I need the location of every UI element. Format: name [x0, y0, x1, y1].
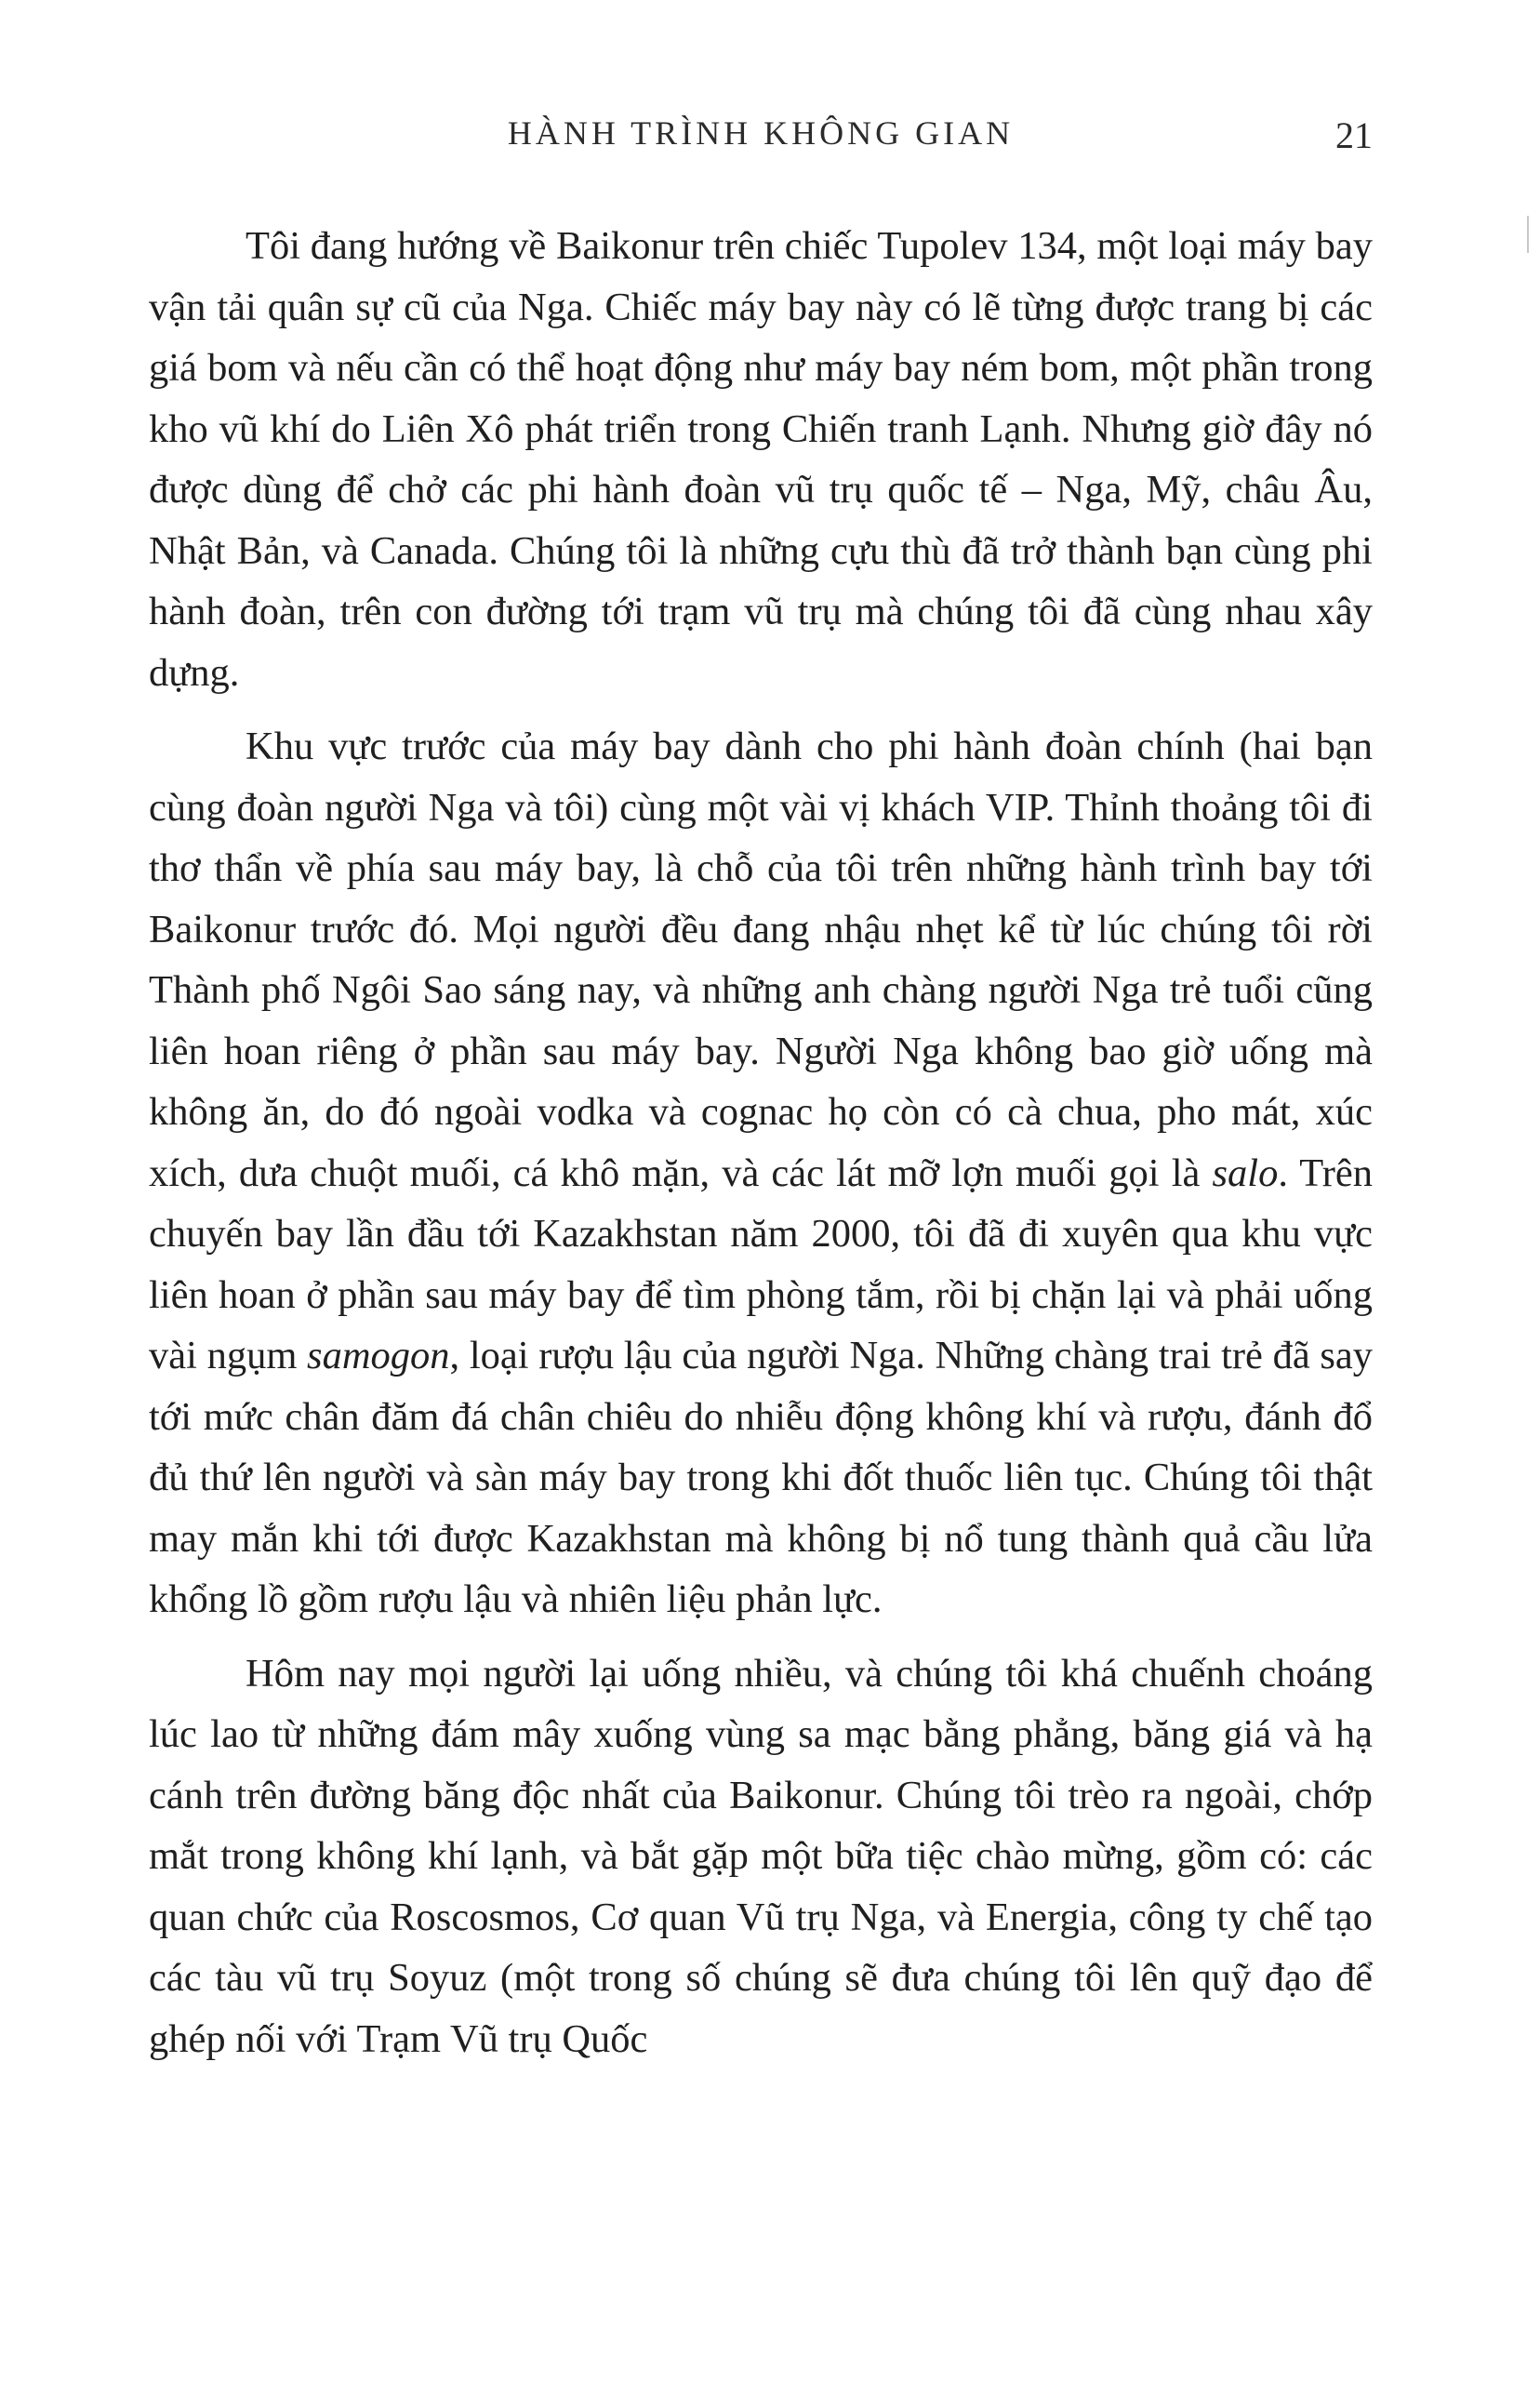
paragraph-text: Tôi đang hướng về Baikonur trên chiếc Tupolev 134, một loại máy bay vận tải quân sự cũ của Nga. Chiếc máy bay này có lẽ từng được trang bị các giá bom và nếu cần có thể hoạt động như máy bay ném bom, một phần trong kho vũ khí do Liên Xô phát triển trong Chiến tranh Lạnh. Nhưng giờ đây nó được dùng để chở các phi hành đoàn vũ trụ quốc tế – Nga, Mỹ, châu Âu, Nhật Bản, và Canada. Chúng tôi là những cựu thù đã trở thành bạn cùng phi hành đoàn, trên con đường tới trạm vũ trụ mà chúng tôi đã cùng nhau xây dựng. [149, 224, 1373, 695]
paragraph-1 [149, 216, 1373, 703]
paragraph-text: Hôm nay mọi người lại uống nhiều, và chúng tôi khá chuếnh choáng lúc lao từ những đám mây xuống vùng sa mạc bằng phẳng, băng giá và hạ cánh trên đường băng độc nhất của Baikonur. Chúng tôi trèo ra ngoài, chớp mắt trong không khí lạnh, và bắt gặp một bữa tiệc chào mừng, gồm có: các quan chức của Roscosmos, Cơ quan Vũ trụ Nga, và Energia, công ty chế tạo các tàu vũ trụ Soyuz (một trong số chúng sẽ đưa chúng tôi lên quỹ đạo để ghép nối với Trạm Vũ trụ Quốc [149, 1651, 1373, 2061]
italic-term-salo: salo [1212, 1151, 1279, 1195]
paragraph-3 [149, 1643, 1373, 2070]
running-header [149, 113, 1373, 169]
page-number: 21 [1335, 114, 1373, 156]
italic-term-samogon: samogon [307, 1334, 450, 1377]
running-title: HÀNH TRÌNH KHÔNG GIAN [507, 114, 1015, 152]
paragraph-text: . Trên chuyến bay lần đầu tới Kazakhstan năm 2000, tôi đã đi xuyên qua khu vực liên hoan ở phần sau máy bay để tìm phòng tắm, rồi bị chặn lại và phải uống vài ngụm [149, 1151, 1374, 1377]
body-text [149, 216, 1373, 2069]
paragraph-2 [149, 716, 1373, 1630]
paragraph-text: , loại rượu lậu của người Nga. Những chàng trai trẻ đã say tới mức chân đăm đá chân chiêu do nhiễu động không khí và rượu, đánh đổ đủ thứ lên người và sàn máy bay trong khi đốt thuốc liên tục. Chúng tôi thật may mắn khi tới được Kazakhstan mà không bị nổ tung thành quả cầu lửa khổng lồ gồm rượu lậu và nhiên liệu phản lực. [149, 1334, 1373, 1621]
scan-edge-mark [1527, 216, 1529, 253]
paragraph-text: Khu vực trước của máy bay dành cho phi hành đoàn chính (hai bạn cùng đoàn người Nga và tôi) cùng một vài vị khách VIP. Thỉnh thoảng tôi đi thơ thẩn về phía sau máy bay, là chỗ của tôi trên những hành trình bay tới Baikonur trước đó. Mọi người đều đang nhậu nhẹt kể từ lúc chúng tôi rời Thành phố Ngôi Sao sáng nay, và những anh chàng người Nga trẻ tuổi cũng liên hoan riêng ở phần sau máy bay. Người Nga không bao giờ uống mà không ăn, do đó ngoài vodka và cognac họ còn có cà chua, pho mát, xúc xích, dưa chuột muối, cá khô mặn, và các lát mỡ lợn muối gọi là [149, 725, 1373, 1195]
